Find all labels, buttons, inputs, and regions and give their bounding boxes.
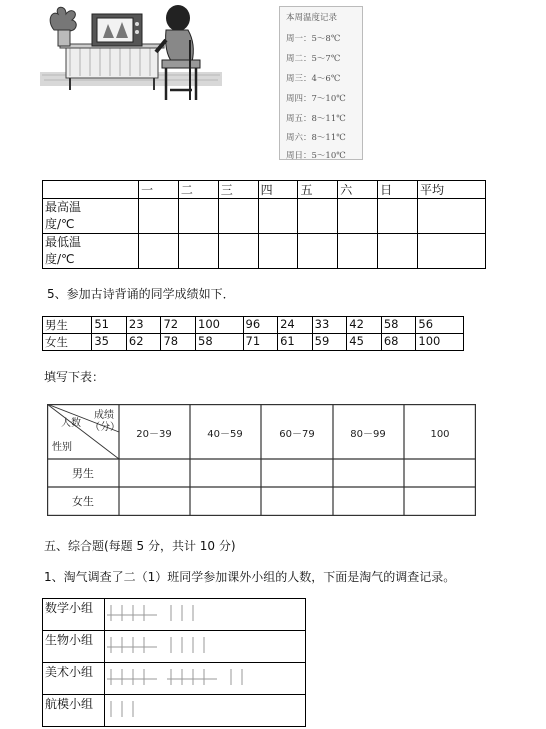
row-label-girls: 女生	[72, 495, 94, 508]
tally-cell	[105, 599, 306, 631]
score-cell: 45	[347, 334, 382, 351]
score-cell: 78	[161, 334, 196, 351]
weekly-temperature-record	[279, 6, 363, 160]
score-cell: 58	[381, 317, 416, 334]
range-header: 20－39	[136, 429, 172, 440]
temperature-record-row: 周二：5～7℃	[286, 54, 341, 64]
answer-cell[interactable]	[139, 234, 179, 269]
poem-score-table	[42, 316, 464, 351]
tally-marks	[105, 631, 305, 659]
range-header: 40－59	[207, 429, 243, 440]
row-label-line: 度/℃	[45, 252, 75, 266]
temperature-record-row: 周日：5～10℃	[286, 151, 346, 161]
row-label-min-temp	[43, 234, 139, 269]
score-cell: 35	[92, 334, 127, 351]
score-cell: 58	[196, 334, 243, 351]
temperature-record-row: 周四：7～10℃	[286, 94, 346, 104]
row-label-line: 最低温	[45, 235, 82, 249]
row-label-line: 最高温	[45, 200, 82, 214]
score-cell: 24	[278, 317, 313, 334]
score-cell: 42	[347, 317, 382, 334]
answer-cell[interactable]	[298, 234, 338, 269]
tally-cell	[105, 631, 306, 663]
range-header: 60－79	[279, 429, 315, 440]
score-cell: 59	[312, 334, 347, 351]
temperature-record-row: 周五：8～11℃	[286, 114, 346, 124]
fill-instruction: 填写下表：	[44, 370, 105, 384]
tally-marks	[105, 695, 305, 723]
score-cell: 51	[92, 317, 127, 334]
answer-cell[interactable]	[417, 199, 485, 234]
score-cell: 100	[196, 317, 243, 334]
answer-cell[interactable]	[298, 199, 338, 234]
score-range-form	[47, 404, 476, 516]
corner-score-label: 成绩	[94, 410, 114, 421]
score-cell: 100	[416, 334, 464, 351]
question-1: 1、淘气调查了二（1）班同学参加课外小组的人数，下面是淘气的调查记录。	[44, 570, 456, 584]
table-header-cell: 平均	[417, 181, 485, 199]
score-cell: 33	[312, 317, 347, 334]
corner-gender-label: 性别	[52, 442, 72, 453]
row-label-boys: 男生	[72, 467, 94, 480]
answer-cell[interactable]	[218, 199, 258, 234]
club-label-math: 数学小组	[43, 599, 105, 631]
table-header-cell	[43, 181, 139, 199]
corner-score-unit: （分）	[90, 422, 120, 433]
club-label-art: 美术小组	[43, 663, 105, 695]
answer-cell[interactable]	[139, 199, 179, 234]
tally-marks	[105, 599, 305, 627]
range-header: 100	[430, 429, 450, 440]
answer-cell[interactable]	[258, 199, 298, 234]
temperature-table	[42, 180, 486, 269]
child-watching-tv-illustration	[40, 0, 225, 112]
tally-cell	[105, 695, 306, 727]
row-label-max-temp	[43, 199, 139, 234]
club-label-biology: 生物小组	[43, 631, 105, 663]
row-label-line: 度/℃	[45, 217, 75, 231]
answer-cell[interactable]	[338, 199, 378, 234]
score-cell: 61	[278, 334, 313, 351]
score-cell: 71	[243, 334, 278, 351]
score-cell: 23	[126, 317, 161, 334]
table-header-cell: 六	[338, 181, 378, 199]
range-header: 80－99	[350, 429, 386, 440]
score-cell: 68	[381, 334, 416, 351]
temperature-record-row: 周六：8～11℃	[286, 133, 346, 143]
temperature-record-title: 本周温度记录	[286, 13, 338, 23]
tally-marks	[105, 663, 305, 691]
answer-cell[interactable]	[378, 199, 418, 234]
answer-cell[interactable]	[378, 234, 418, 269]
row-label-boys: 男生	[43, 317, 92, 334]
table-header-cell: 二	[178, 181, 218, 199]
score-cell: 96	[243, 317, 278, 334]
table-header-cell: 日	[378, 181, 418, 199]
row-label-girls: 女生	[43, 334, 92, 351]
answer-cell[interactable]	[218, 234, 258, 269]
club-survey-table	[42, 598, 306, 727]
table-header-cell: 四	[258, 181, 298, 199]
section-5-title: 五、综合题(每题 5 分，共计 10 分)	[44, 539, 236, 553]
score-cell: 62	[126, 334, 161, 351]
club-label-model: 航模小组	[43, 695, 105, 727]
table-header-cell: 五	[298, 181, 338, 199]
answer-cell[interactable]	[338, 234, 378, 269]
score-cell: 56	[416, 317, 464, 334]
answer-cell[interactable]	[258, 234, 298, 269]
score-cell: 72	[161, 317, 196, 334]
table-header-cell: 三	[218, 181, 258, 199]
answer-cell[interactable]	[417, 234, 485, 269]
temperature-record-row: 周三：4～6℃	[286, 74, 341, 84]
temperature-record-row: 周一：5～8℃	[286, 34, 341, 44]
tally-cell	[105, 663, 306, 695]
question-5: 5、参加古诗背诵的同学成绩如下．	[47, 287, 235, 301]
table-header-cell: 一	[139, 181, 179, 199]
answer-cell[interactable]	[178, 199, 218, 234]
corner-count-label: 人数	[61, 418, 81, 429]
answer-cell[interactable]	[178, 234, 218, 269]
